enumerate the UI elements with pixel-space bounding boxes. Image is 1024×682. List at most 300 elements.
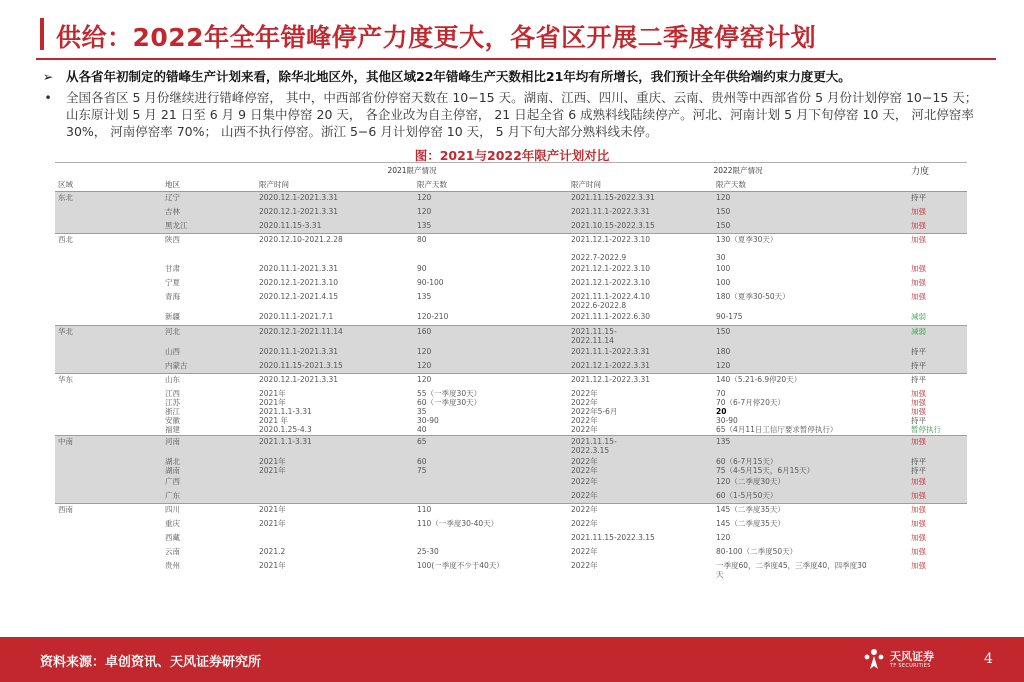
comparison-table-wrap <box>55 162 967 636</box>
cell-line: 2022年 <box>571 505 598 514</box>
cell-province <box>162 311 256 325</box>
cell-province <box>162 532 256 546</box>
table-row <box>55 277 967 291</box>
cell-t21 <box>256 263 414 277</box>
cell-line: 2022年 <box>571 490 598 500</box>
cell-d21 <box>414 360 568 374</box>
cell-region <box>55 374 162 388</box>
cell-line: 持平 <box>911 415 926 425</box>
cell-province <box>162 234 256 264</box>
cell-province <box>162 374 256 388</box>
cell-t22 <box>568 504 713 518</box>
cell-line: 湖南 <box>165 465 180 475</box>
cell-t22 <box>568 456 713 476</box>
table-row <box>55 220 967 234</box>
company-logo <box>862 645 948 675</box>
cell-d22 <box>713 435 908 456</box>
cell-line: 2020.11.15-2021.3.15 <box>259 360 343 370</box>
cell-line: 中南 <box>58 436 73 446</box>
cell-line: 2022年5-6月 <box>571 406 618 416</box>
cell-line <box>417 533 565 542</box>
cell-region <box>55 546 162 560</box>
cell-t21 <box>256 456 414 476</box>
cell-d22 <box>713 532 908 546</box>
cell-line: 四川 <box>165 505 180 514</box>
cell-line <box>259 477 411 486</box>
table-row <box>55 388 967 436</box>
cell-line: 暂停执行 <box>911 424 941 434</box>
cell-line: 2020.12.10-2021.2.28 <box>259 235 343 244</box>
detail-paragraph <box>38 89 988 140</box>
cell-strength <box>908 560 967 580</box>
cell-region <box>55 388 162 436</box>
cell-line: 2021 年 <box>259 415 288 425</box>
table-row <box>55 490 967 504</box>
cell-t22 <box>568 360 713 374</box>
cell-line <box>58 519 159 528</box>
cell-d22 <box>713 192 908 206</box>
cell-d22 <box>713 560 908 580</box>
cell-d22 <box>713 206 908 220</box>
cell-region <box>55 277 162 291</box>
cell-t22 <box>568 435 713 456</box>
cell-region <box>55 532 162 546</box>
cell-line: 135 <box>716 436 731 446</box>
cell-line: 加强 <box>911 388 926 398</box>
cell-line: 加强 <box>911 546 926 556</box>
cell-strength <box>908 277 967 291</box>
cell-line: 90-175 <box>716 312 743 321</box>
cell-strength <box>908 476 967 490</box>
cell-t22 <box>568 560 713 580</box>
cell-d22 <box>713 546 908 560</box>
cell-t22 <box>568 263 713 277</box>
cell-line: 120 <box>417 360 432 370</box>
cell-t22 <box>568 220 713 234</box>
cell-line: 吉林 <box>165 206 180 216</box>
cell-line: 2020.11.1-2021.3.31 <box>259 346 339 356</box>
cell-d21 <box>414 490 568 504</box>
cell-line: 宁夏 <box>165 278 180 287</box>
cell-line: 江苏 <box>165 397 180 407</box>
cell-line: 陕西 <box>165 235 180 244</box>
cell-line <box>58 533 159 542</box>
cell-line: 130（夏季30天） <box>716 235 778 244</box>
cell-line: 加强 <box>911 560 926 570</box>
cell-line: 2022年 <box>571 415 598 425</box>
cell-t21 <box>256 220 414 234</box>
cell-line: 河北 <box>165 326 180 336</box>
cell-line: 广东 <box>165 490 180 500</box>
cell-strength <box>908 220 967 234</box>
cell-region <box>55 518 162 532</box>
cell-line: 加强 <box>911 436 926 446</box>
page-title: 供给：2022年全年错峰停产力度更大，各省区开展二季度停窑计划 <box>56 23 817 52</box>
cell-line: 2020.11.1-2021.7.1 <box>259 312 334 321</box>
table-row <box>55 504 967 518</box>
cell-line: 120 <box>716 193 731 202</box>
cell-d22 <box>713 490 908 504</box>
cell-line: 2022年 <box>571 397 598 407</box>
cell-line: 2022.11.14 <box>571 335 614 345</box>
col-header: 限产时间 <box>256 178 414 192</box>
table-body <box>55 192 967 580</box>
cell-d21 <box>414 311 568 325</box>
cell-line: 120 <box>716 360 731 370</box>
cell-t22 <box>568 388 713 436</box>
cell-t21 <box>256 560 414 580</box>
cell-line: 2022年 <box>571 424 598 434</box>
cell-t22 <box>568 277 713 291</box>
cell-line: 120 <box>716 532 731 542</box>
table-row <box>55 263 967 277</box>
cell-line: 持平 <box>911 346 926 356</box>
table-row <box>55 206 967 220</box>
cell-d21 <box>414 346 568 360</box>
cell-line: 30-90 <box>716 415 738 425</box>
cell-line: 持平 <box>911 465 926 475</box>
cell-strength <box>908 192 967 206</box>
cell-strength <box>908 456 967 476</box>
cell-d21 <box>414 560 568 580</box>
cell-line: 辽宁 <box>165 193 180 202</box>
cell-t22 <box>568 234 713 264</box>
cell-line: 福建 <box>165 424 180 434</box>
cell-province <box>162 277 256 291</box>
arrow-bullet-icon: ➢ <box>42 69 54 84</box>
comparison-table <box>55 163 967 580</box>
tf-logo-icon <box>862 647 886 671</box>
cell-t21 <box>256 388 414 436</box>
cell-strength <box>908 532 967 546</box>
cell-t21 <box>256 374 414 388</box>
cell-line: 内蒙古 <box>165 360 188 370</box>
cell-line: 2020.12.1-2021.11.14 <box>259 326 343 336</box>
cell-line: 2021年 <box>259 505 286 514</box>
title-bar <box>0 0 1024 64</box>
cell-line <box>58 389 159 398</box>
source-note: 资料来源：卓创资讯、天风证券研究所 <box>40 655 262 670</box>
cell-line: 160 <box>417 326 432 336</box>
cell-line: 65（4月11日工信厅要求暂停执行） <box>716 424 838 434</box>
cell-line: 60（1-5月50天） <box>716 490 778 500</box>
cell-t22 <box>568 546 713 560</box>
cell-line: 2021.12.1-2022.3.31 <box>571 375 651 384</box>
cell-line: 青海 <box>165 292 180 301</box>
table-row <box>55 518 967 532</box>
cell-line: 145（二季度35天） <box>716 518 785 528</box>
cell-line: 35 <box>417 406 427 416</box>
cell-line: 30-90 <box>417 415 439 425</box>
cell-line: 120 <box>417 375 432 384</box>
cell-line: 2021.11.1-2022.6.30 <box>571 312 651 321</box>
footer-bar <box>0 637 1024 682</box>
cell-province <box>162 518 256 532</box>
cell-line: 加强 <box>911 206 926 216</box>
cell-line: 西藏 <box>165 532 180 542</box>
cell-line: 2021.12.1-2022.3.10 <box>571 278 651 287</box>
cell-t21 <box>256 435 414 456</box>
cell-line: 180 <box>716 346 731 356</box>
cell-line: 山东 <box>165 375 180 384</box>
cell-line: 2020.12.1-2021.3.31 <box>259 206 339 216</box>
cell-d21 <box>414 277 568 291</box>
col-header: 限产时间 <box>568 178 713 192</box>
cell-line <box>58 457 159 466</box>
cell-d21 <box>414 234 568 264</box>
cell-d22 <box>713 504 908 518</box>
cell-d21 <box>414 388 568 436</box>
table-row <box>55 346 967 360</box>
cell-line: 2021年 <box>259 560 286 570</box>
cell-t21 <box>256 277 414 291</box>
cell-line: 山西 <box>165 346 180 356</box>
cell-line: 2020.12.1-2021.4.15 <box>259 292 339 301</box>
cell-province <box>162 346 256 360</box>
cell-line: 60（一季度30天） <box>417 397 482 407</box>
detail-text: 全国各省区 5 月份继续进行错峰停窑， 其中，中西部省份停窑天数在 10−15 天。湖南、江西、四川、重庆、云南、贵州等中西部省份 5 月份计划停窑 10−15 天；山东原计划 5 月 21 日至 6 月 9 日集中停窑 20 天， 各企业改为自主停窑， 21 日起全省 6 成熟料线陆续停产。河北、河南计划 5 月下旬停窑 10 天， 河北停窑率 30%， 河南停窑率 70%； 山西不执行停窑。浙江 5−6 月计划停窑 10 天， 5 月下旬大部分熟料线未停。 <box>66 90 978 139</box>
cell-region <box>55 311 162 325</box>
cell-line: 2021.11.15- <box>571 326 617 336</box>
cell-t22 <box>568 518 713 532</box>
table-row <box>55 374 967 388</box>
cell-line <box>58 477 159 486</box>
cell-province <box>162 490 256 504</box>
cell-t21 <box>256 291 414 311</box>
cell-line: 天 <box>716 569 724 579</box>
cell-line: 西北 <box>58 235 73 244</box>
cell-region <box>55 220 162 234</box>
cell-line: 135 <box>417 220 432 230</box>
cell-line <box>58 361 159 370</box>
cell-line: 2020.12.1-2021.3.10 <box>259 278 339 287</box>
cell-region <box>55 346 162 360</box>
cell-line: 贵州 <box>165 560 180 570</box>
cell-province <box>162 456 256 476</box>
cell-t22 <box>568 206 713 220</box>
cell-t21 <box>256 192 414 206</box>
cell-line: 西南 <box>58 505 73 514</box>
cell-d22 <box>713 388 908 436</box>
cell-line: 华北 <box>58 326 73 336</box>
cell-province <box>162 435 256 456</box>
cell-line: 加强 <box>911 264 926 273</box>
cell-line: 90 <box>417 264 427 273</box>
cell-t21 <box>256 518 414 532</box>
cell-line: 120-210 <box>417 312 449 321</box>
cell-strength <box>908 346 967 360</box>
cell-province <box>162 560 256 580</box>
cell-line <box>58 292 159 301</box>
cell-d21 <box>414 518 568 532</box>
cell-t21 <box>256 325 414 346</box>
cell-d22 <box>713 220 908 234</box>
table-row <box>55 456 967 476</box>
cell-line: 150 <box>716 220 731 230</box>
cell-t22 <box>568 311 713 325</box>
cell-line: 2022.6-2022.8 <box>571 301 627 310</box>
cell-strength <box>908 504 967 518</box>
cell-d21 <box>414 532 568 546</box>
dot-bullet-icon: • <box>44 90 52 105</box>
cell-line: 100 <box>716 278 731 287</box>
cell-strength <box>908 490 967 504</box>
cell-strength <box>908 234 967 264</box>
strength-header: 力度 <box>911 167 930 177</box>
cell-line: 2020.11.15-3.31 <box>259 220 322 230</box>
cell-strength <box>908 325 967 346</box>
cell-d21 <box>414 546 568 560</box>
col-header: 限产天数 <box>414 178 568 192</box>
cell-line: 华东 <box>58 375 73 384</box>
cell-region <box>55 490 162 504</box>
cell-line: 2021年 <box>259 397 286 407</box>
cell-line: 120 <box>417 346 432 356</box>
cell-d22 <box>713 325 908 346</box>
cell-line: 2020.12.1-2021.3.31 <box>259 193 339 202</box>
cell-t21 <box>256 311 414 325</box>
cell-strength <box>908 263 967 277</box>
cell-line: 加强 <box>911 490 926 500</box>
cell-line: 55（一季度30天） <box>417 388 482 398</box>
cell-region <box>55 325 162 346</box>
figure-caption: 图：2021与2022年限产计划对比 <box>414 148 610 163</box>
cell-d21 <box>414 476 568 490</box>
cell-line: 2022年 <box>571 560 598 570</box>
cell-strength <box>908 546 967 560</box>
cell-line: 150 <box>716 326 731 336</box>
table-row <box>55 546 967 560</box>
cell-line: 湖北 <box>165 456 180 466</box>
cell-region <box>55 435 162 456</box>
col-header: 区域 <box>55 178 162 192</box>
cell-t22 <box>568 291 713 311</box>
cell-line: 一季度60，二季度45，三季度40，四季度30 <box>716 560 867 570</box>
cell-strength <box>908 291 967 311</box>
cell-line: 安徽 <box>165 415 180 425</box>
cell-line: 2021年 <box>259 518 286 528</box>
cell-region <box>55 206 162 220</box>
cell-line: 加强 <box>911 220 926 230</box>
cell-line <box>58 264 159 273</box>
cell-t21 <box>256 532 414 546</box>
cell-line: 2021.11.1-2022.3.31 <box>571 206 651 216</box>
cell-line <box>571 244 710 253</box>
cell-t21 <box>256 206 414 220</box>
cell-line: 2021.11.15-2022.3.15 <box>571 532 655 542</box>
cell-d22 <box>713 277 908 291</box>
cell-line <box>58 312 159 321</box>
table-row <box>55 435 967 456</box>
logo-name: 天风证券 <box>890 650 934 663</box>
cell-strength <box>908 206 967 220</box>
cell-line: 110 <box>417 505 432 514</box>
cell-strength <box>908 360 967 374</box>
cell-line: 40 <box>417 424 427 434</box>
col-header: 限产天数 <box>713 178 908 192</box>
cell-province <box>162 325 256 346</box>
cell-province <box>162 504 256 518</box>
cell-line: 120 <box>417 206 432 216</box>
cell-line: 2021.12.1-2022.3.10 <box>571 235 651 244</box>
cell-t21 <box>256 476 414 490</box>
cell-line: 广西 <box>165 476 180 486</box>
cell-province <box>162 206 256 220</box>
cell-line: 加强 <box>911 235 926 244</box>
cell-d22 <box>713 263 908 277</box>
cell-line: 135 <box>417 292 432 301</box>
cell-line <box>58 561 159 570</box>
cell-line: 2021.11.1-2022.3.31 <box>571 346 651 356</box>
cell-line: 100(一季度不少于40天） <box>417 560 504 570</box>
cell-line: 2022年 <box>571 518 598 528</box>
cell-d22 <box>713 476 908 490</box>
cell-line: 90-100 <box>417 278 444 287</box>
cell-line: 持平 <box>911 375 926 384</box>
cell-region <box>55 560 162 580</box>
cell-line: 加强 <box>911 278 926 287</box>
table-row <box>55 476 967 490</box>
cell-line: 黑龙江 <box>165 220 188 230</box>
cell-line: 120 <box>417 193 432 202</box>
cell-province <box>162 388 256 436</box>
cell-line: 加强 <box>911 518 926 528</box>
key-point-text: 从各省年初制定的错峰生产计划来看，除华北地区外，其他区域22年错峰生产天数相比21年均有所增长，我们预计全年供给端约束力度更大。 <box>66 69 851 84</box>
cell-line: 加强 <box>911 397 926 407</box>
page-number: 4 <box>984 651 993 667</box>
cell-d21 <box>414 220 568 234</box>
cell-line <box>58 547 159 556</box>
cell-line: 2021.1.1-3.31 <box>259 406 312 416</box>
col-header: 地区 <box>162 178 256 192</box>
cell-t21 <box>256 346 414 360</box>
cell-line: 120（二季度30天） <box>716 476 785 486</box>
cell-line: 2022年 <box>571 456 598 466</box>
cell-t22 <box>568 490 713 504</box>
cell-line: 持平 <box>911 456 926 466</box>
cell-line <box>58 491 159 500</box>
cell-line: 145（二季度35天） <box>716 505 785 514</box>
title-accent-bar <box>40 18 44 50</box>
cell-line <box>259 533 411 542</box>
cell-line: 70 <box>716 388 726 398</box>
cell-province <box>162 192 256 206</box>
table-row <box>55 291 967 311</box>
cell-line: 30 <box>716 253 726 262</box>
cell-t21 <box>256 546 414 560</box>
cell-line: 110（一季度30-40天） <box>417 518 499 528</box>
cell-line: 2021.12.1-2022.3.31 <box>571 360 651 370</box>
cell-t22 <box>568 532 713 546</box>
cell-region <box>55 504 162 518</box>
cell-line: 2021.12.1-2022.3.10 <box>571 264 651 273</box>
cell-line: 2022年 <box>571 546 598 556</box>
cell-line: 65 <box>417 436 427 446</box>
cell-line <box>58 207 159 216</box>
cell-province <box>162 291 256 311</box>
cell-line: 加强 <box>911 476 926 486</box>
cell-line: 150 <box>716 206 731 216</box>
cell-line: 加强 <box>911 406 926 416</box>
table-row <box>55 360 967 374</box>
cell-t21 <box>256 504 414 518</box>
cell-d22 <box>713 518 908 532</box>
cell-line: 甘肃 <box>165 264 180 273</box>
cell-d22 <box>713 291 908 311</box>
table-row <box>55 192 967 206</box>
cell-d21 <box>414 374 568 388</box>
cell-t22 <box>568 374 713 388</box>
